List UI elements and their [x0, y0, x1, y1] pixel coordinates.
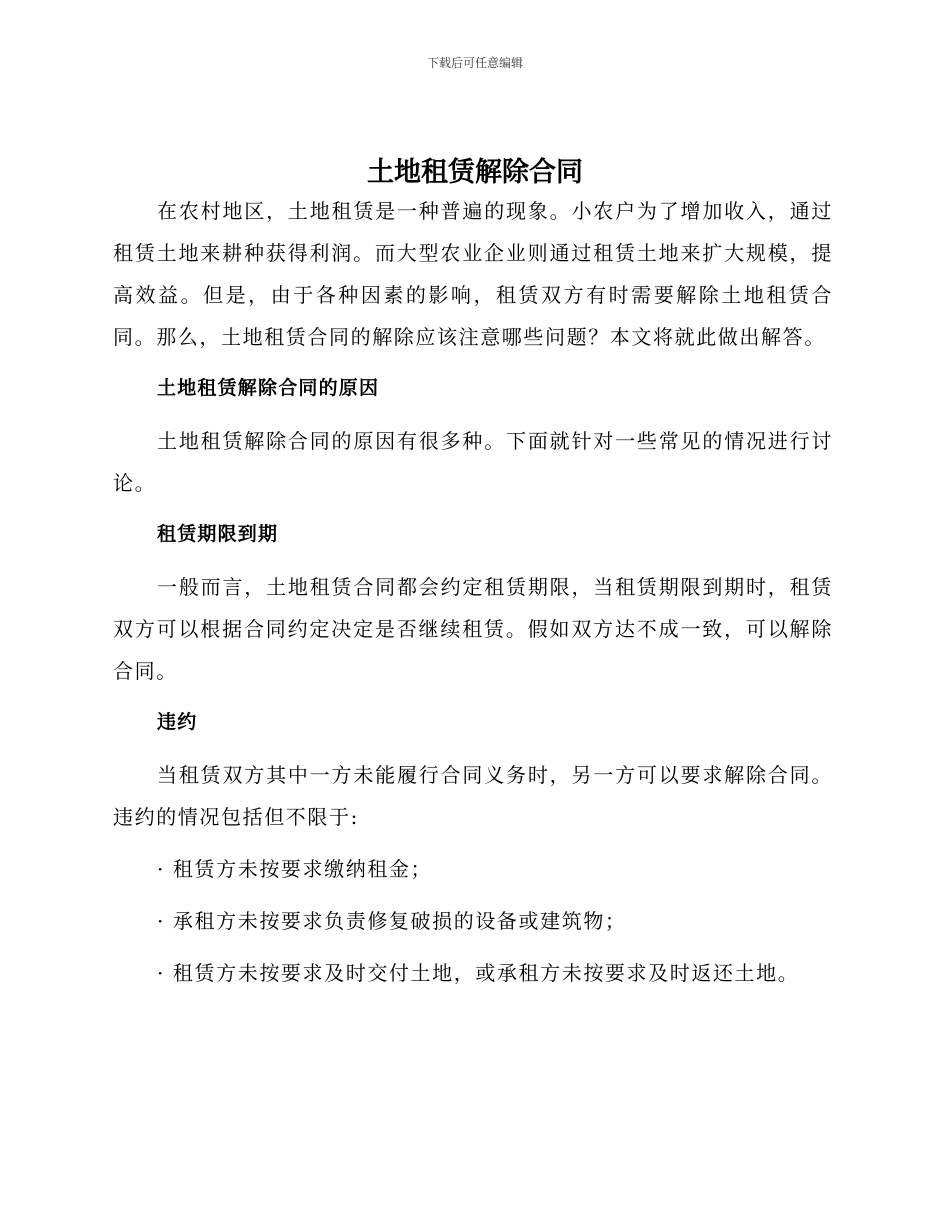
section-heading-breach: 违约	[157, 711, 198, 733]
document-title: 土地租赁解除合同	[367, 157, 583, 188]
running-header: 下载后可任意编辑	[426, 56, 523, 70]
document-body	[113, 190, 833, 1004]
breach-list-item: · 租赁方未按要求缴纳租金；	[157, 857, 433, 881]
breach-paragraph: 当租赁双方其中一方未能履行合同义务时，另一方可以要求解除合同。违约的情况包括但不限于:	[113, 763, 833, 829]
section-heading-reasons: 土地租赁解除合同的原因	[157, 377, 380, 399]
reasons-paragraph: 土地租赁解除合同的原因有很多种。下面就针对一些常见的情况进行讨论。	[113, 429, 833, 495]
breach-list-item: · 租赁方未按要求及时交付土地，或承租方未按要求及时返还土地。	[157, 961, 800, 985]
section-heading-term-expiry: 租赁期限到期	[157, 523, 279, 545]
breach-list-item: · 承租方未按要求负责修复破损的设备或建筑物；	[157, 909, 627, 933]
term-expiry-paragraph: 一般而言，土地租赁合同都会约定租赁期限，当租赁期限到期时，租赁双方可以根据合同约定决定是否继续租赁。假如双方达不成一致，可以解除合同。	[113, 575, 833, 683]
intro-paragraph: 在农村地区，土地租赁是一种普遍的现象。小农户为了增加收入，通过租赁土地来耕种获得利润。而大型农业企业则通过租赁土地来扩大规模，提高效益。但是，由于各种因素的影响，租赁双方有时需要解除土地租赁合同。那么，土地租赁合同的解除应该注意哪些问题？本文将就此做出解答。	[113, 199, 833, 349]
